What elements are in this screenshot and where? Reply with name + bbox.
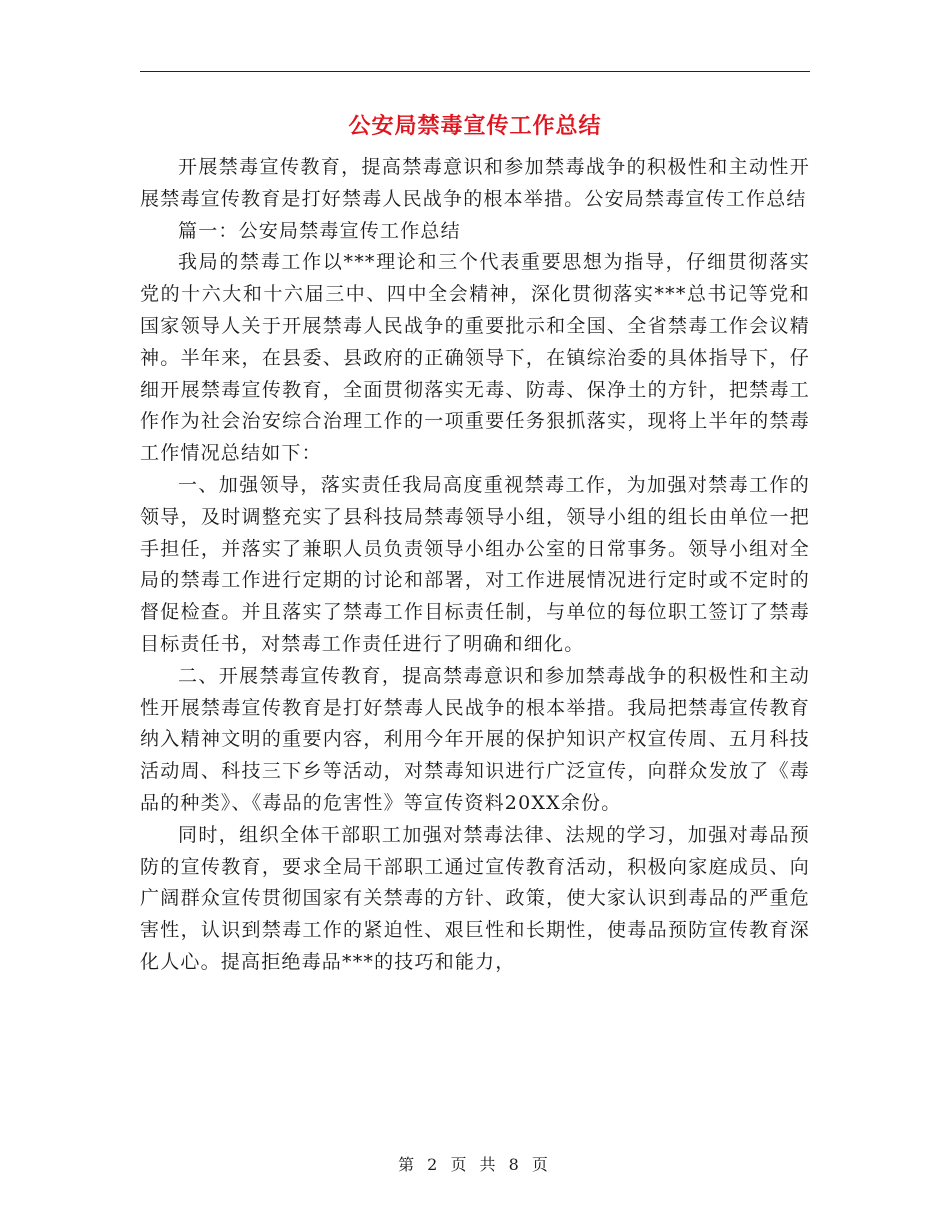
document-body: [140, 152, 810, 979]
header-rule: [140, 71, 810, 72]
document-title: 公安局禁毒宣传工作总结: [348, 113, 602, 139]
page-number: 第 2 页 共 8 页: [398, 1155, 552, 1174]
paragraph-study: 同时，组织全体干部职工加强对禁毒法律、法规的学习，加强对毒品预防的宣传教育，要求全局干部职工通过宣传教育活动，积极向家庭成员、向广阔群众宣传贯彻国家有关禁毒的方针、政策，使大家认识到毒品的严重危害性，认识到禁毒工作的紧迫性、艰巨性和长期性，使毒品预防宣传教育深化人心。提高拒绝毒品***的技巧和能力，: [140, 823, 810, 973]
paragraph-overview: 我局的禁毒工作以***理论和三个代表重要思想为指导，仔细贯彻落实党的十六大和十六届三中、四中全会精神，深化贯彻落实***总书记等党和国家领导人关于开展禁毒人民战争的重要批示和全国、全省禁毒工作会议精神。半年来，在县委、县政府的正确领导下，在镇综治委的具体指导下，仔细开展禁毒宣传教育，全面贯彻落实无毒、防毒、保净土的方针，把禁毒工作作为社会治安综合治理工作的一项重要任务狠抓落实，现将上半年的禁毒工作情况总结如下：: [140, 251, 810, 465]
paragraph-section-heading: 篇一：公安局禁毒宣传工作总结: [178, 219, 461, 242]
paragraph-leadership: 一、加强领导，落实责任我局高度重视禁毒工作，为加强对禁毒工作的领导，及时调整充实了县科技局禁毒领导小组，领导小组的组长由单位一把手担任，并落实了兼职人员负责领导小组办公室的日常事务。领导小组对全局的禁毒工作进行定期的讨论和部署，对工作进展情况进行定时或不定时的督促检查。并且落实了禁毒工作目标责任制，与单位的每位职工签订了禁毒目标责任书，对禁毒工作责任进行了明确和细化。: [140, 473, 810, 655]
paragraph-intro: 开展禁毒宣传教育，提高禁毒意识和参加禁毒战争的积极性和主动性开展禁毒宣传教育是打好禁毒人民战争的根本举措。公安局禁毒宣传工作总结: [140, 156, 810, 210]
paragraph-education: 二、开展禁毒宣传教育，提高禁毒意识和参加禁毒战争的积极性和主动性开展禁毒宣传教育是打好禁毒人民战争的根本举措。我局把禁毒宣传教育纳入精神文明的重要内容，利用今年开展的保护知识产权宣传周、五月科技活动周、科技三下乡等活动，对禁毒知识进行广泛宣传，向群众发放了《毒品的种类》、《毒品的危害性》等宣传资料20XX余份。: [140, 664, 810, 814]
